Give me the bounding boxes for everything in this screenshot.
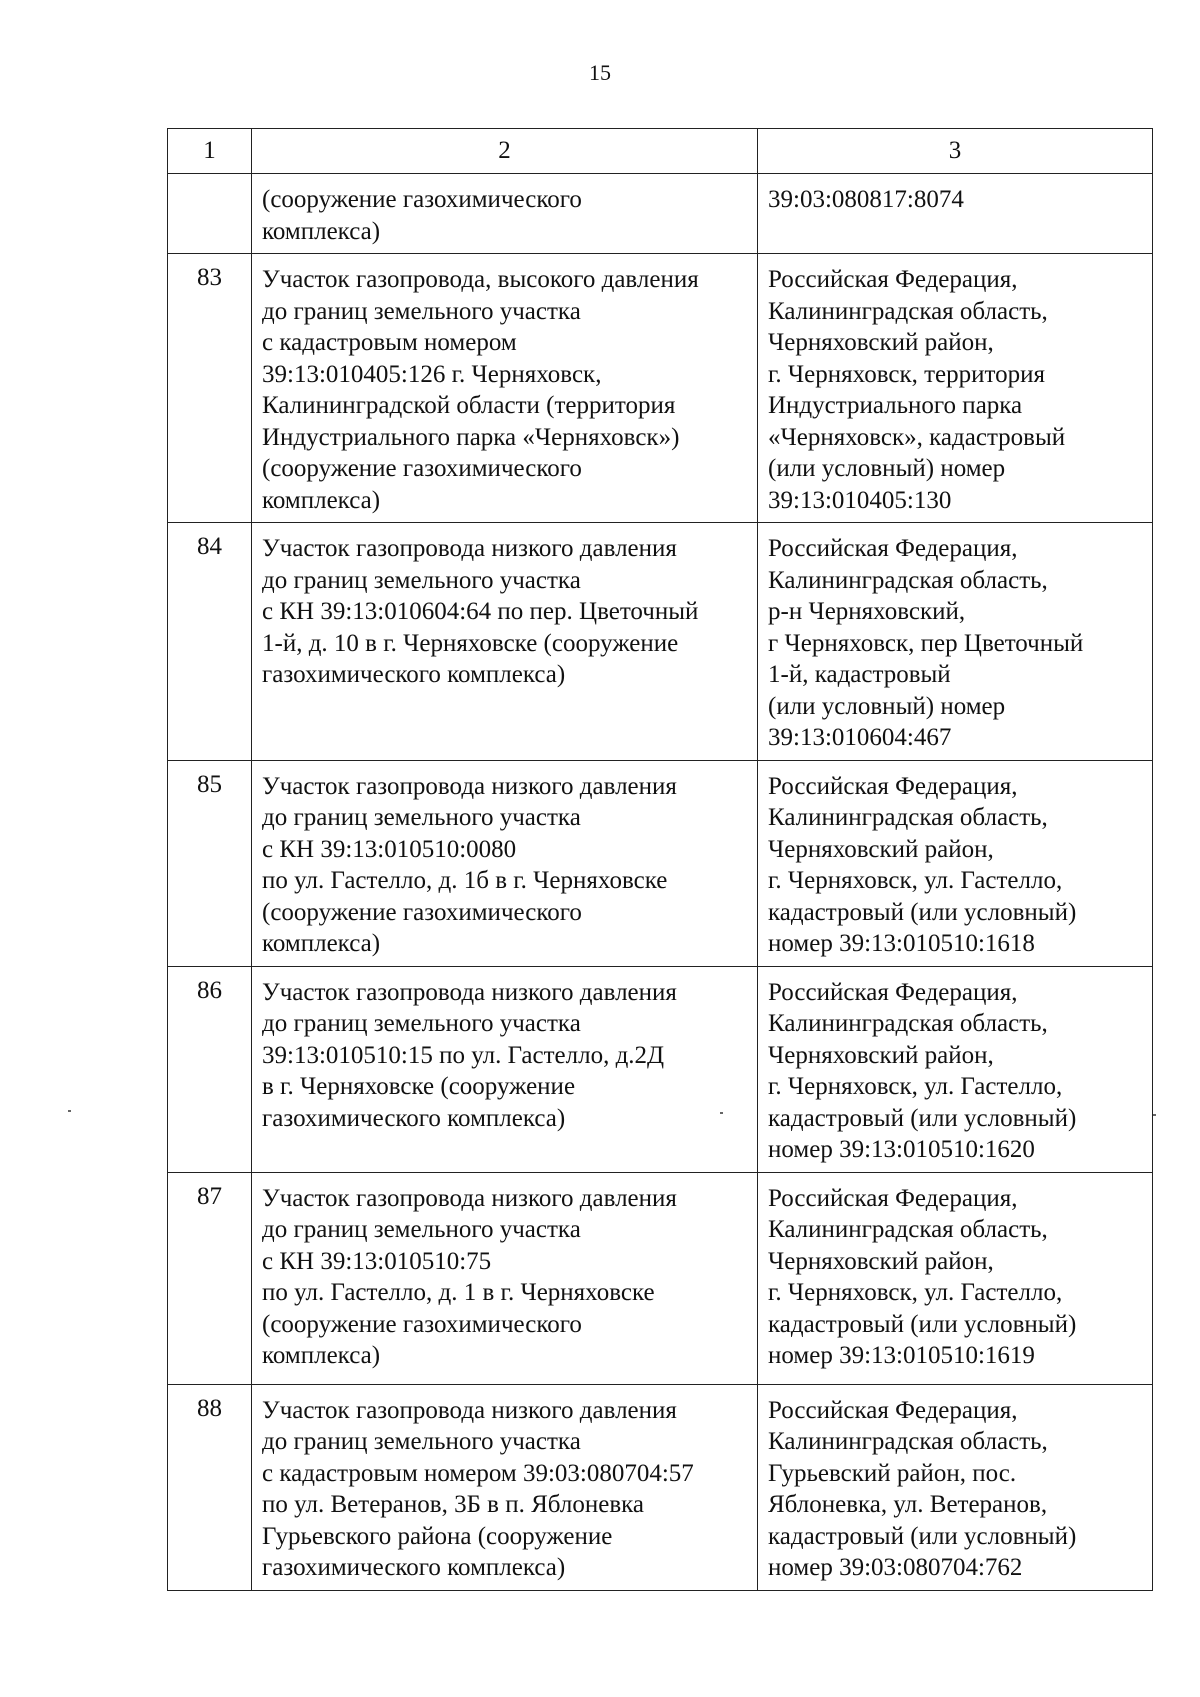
header-col-3: 3 bbox=[758, 129, 1153, 174]
row-number: 83 bbox=[168, 254, 252, 523]
object-location: Российская Федерация, Калининградская область, Черняховский район, г. Черняховск, ул. Гастелло, кадастровый (или условный) номер 39:13:010510:1619 bbox=[758, 1172, 1153, 1384]
registry-table bbox=[167, 128, 1153, 1591]
object-description: Участок газопровода низкого давления до границ земельного участка с КН 39:13:010510:75 по ул. Гастелло, д. 1 в г. Черняховске (сооружение газохимического комплекса) bbox=[252, 1172, 758, 1384]
table-row bbox=[168, 966, 1153, 1172]
object-description: Участок газопровода низкого давления до границ земельного участка с КН 39:13:010604:64 по пер. Цветочный 1-й, д. 10 в г. Черняховске (сооружение газохимического комплекса) bbox=[252, 523, 758, 761]
object-location: Российская Федерация, Калининградская область, Черняховский район, г. Черняховск, ул. Гастелло, кадастровый (или условный) номер 39:13:010510:1620 bbox=[758, 966, 1153, 1172]
page-number: 15 bbox=[589, 60, 611, 85]
header-col-1: 1 bbox=[168, 129, 252, 174]
row-number: 88 bbox=[168, 1384, 252, 1590]
table-row bbox=[168, 523, 1153, 761]
table-row bbox=[168, 760, 1153, 966]
object-description: Участок газопровода низкого давления до границ земельного участка 39:13:010510:15 по ул. Гастелло, д.2Д в г. Черняховске (сооружение газохимического комплекса) bbox=[252, 966, 758, 1172]
object-location: Российская Федерация, Калининградская область, Черняховский район, г. Черняховск, ул. Гастелло, кадастровый (или условный) номер 39:13:010510:1618 bbox=[758, 760, 1153, 966]
header-row bbox=[168, 129, 1153, 174]
object-description: Участок газопровода низкого давления до границ земельного участка с КН 39:13:010510:0080 по ул. Гастелло, д. 1б в г. Черняховске (сооружение газохимического комплекса) bbox=[252, 760, 758, 966]
object-location: Российская Федерация, Калининградская область, Черняховский район, г. Черняховск, территория Индустриального парка «Черняховск», кадастровый (или условный) номер 39:13:010405:130 bbox=[758, 254, 1153, 523]
row-number: 86 bbox=[168, 966, 252, 1172]
scan-speck bbox=[1153, 1114, 1156, 1116]
table-row bbox=[168, 174, 1153, 254]
object-description: Участок газопровода, высокого давления до границ земельного участка с кадастровым номером 39:13:010405:126 г. Черняховск, Калининградской области (территория Индустриального парка «Черняховск») (сооружение газохимического комплекса) bbox=[252, 254, 758, 523]
object-description: (сооружение газохимического комплекса) bbox=[252, 174, 758, 254]
object-location: Российская Федерация, Калининградская область, Гурьевский район, пос. Яблоневка, ул. Ветеранов, кадастровый (или условный) номер 39:03:080704:762 bbox=[758, 1384, 1153, 1590]
object-location: Российская Федерация, Калининградская область, р-н Черняховский, г Черняховск, пер Цветочный 1-й, кадастровый (или условный) номер 39:13:010604:467 bbox=[758, 523, 1153, 761]
row-number bbox=[168, 174, 252, 254]
row-number: 87 bbox=[168, 1172, 252, 1384]
row-number: 84 bbox=[168, 523, 252, 761]
scan-speck bbox=[68, 1110, 71, 1112]
scan-speck bbox=[720, 1112, 723, 1114]
object-description: Участок газопровода низкого давления до границ земельного участка с кадастровым номером 39:03:080704:57 по ул. Ветеранов, 3Б в п. Яблоневка Гурьевского района (сооружение газохимического комплекса) bbox=[252, 1384, 758, 1590]
table-row bbox=[168, 1172, 1153, 1384]
table-row bbox=[168, 254, 1153, 523]
row-number: 85 bbox=[168, 760, 252, 966]
table-row bbox=[168, 1384, 1153, 1590]
header-col-2: 2 bbox=[252, 129, 758, 174]
object-location: 39:03:080817:8074 bbox=[758, 174, 1153, 254]
